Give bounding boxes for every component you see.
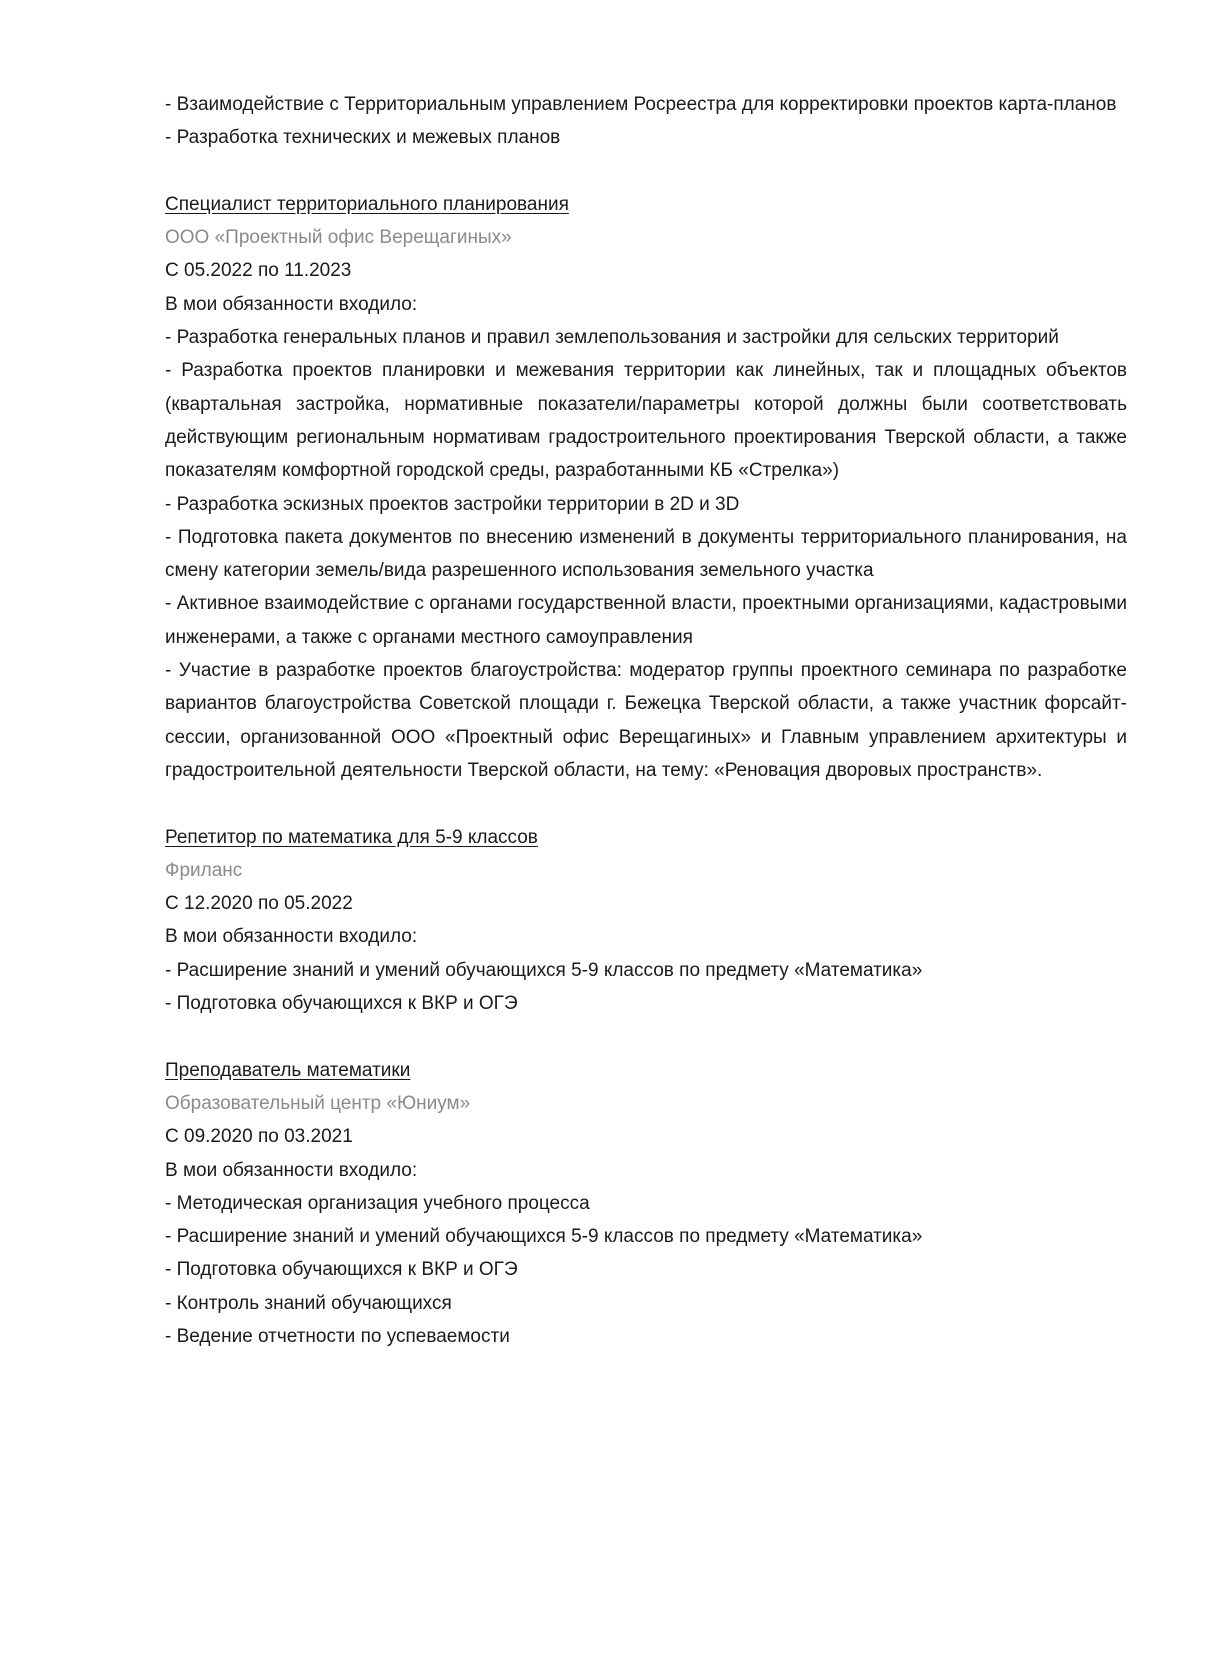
duty-item: - Ведение отчетности по успеваемости xyxy=(165,1325,510,1347)
spacer xyxy=(165,787,1127,820)
job-title: Преподаватель математики xyxy=(165,1059,411,1081)
duty-item: - Подготовка обучающихся к ВКР и ОГЭ xyxy=(165,1259,518,1281)
job-period: С 05.2022 по 11.2023 xyxy=(165,260,352,282)
duty-item: - Подготовка пакета документов по внесению изменений в документы территориального планирования, на смену категории земель/вида разрешенного использования земельного участка xyxy=(165,526,1127,582)
spacer xyxy=(165,1020,1127,1053)
job-section-1 xyxy=(165,188,1127,787)
job-section-3 xyxy=(165,1054,1127,1354)
duty-item: - Разработка генеральных планов и правил землепользования и застройки для сельских территорий xyxy=(165,327,1059,349)
duties-label: В мои обязанности входило: xyxy=(165,293,418,315)
duty-item: - Расширение знаний и умений обучающихся 5-9 классов по предмету «Математика» xyxy=(165,959,923,981)
duty-item: - Расширение знаний и умений обучающихся 5-9 классов по предмету «Математика» xyxy=(165,1226,923,1248)
job-period: С 09.2020 по 03.2021 xyxy=(165,1126,353,1148)
duty-item: - Разработка эскизных проектов застройки территории в 2D и 3D xyxy=(165,493,740,515)
spacer xyxy=(165,155,1127,188)
resume-page xyxy=(165,88,1127,1353)
duty-item: - Методическая организация учебного процесса xyxy=(165,1192,590,1214)
duties-label: В мои обязанности входило: xyxy=(165,1159,418,1181)
job-organization: Фриланс xyxy=(165,859,243,881)
duty-item: - Разработка технических и межевых планов xyxy=(165,127,561,149)
job-period: С 12.2020 по 05.2022 xyxy=(165,893,353,915)
duty-item: - Контроль знаний обучающихся xyxy=(165,1292,452,1314)
job-organization: Образовательный центр «Юниум» xyxy=(165,1092,471,1114)
duty-item: - Подготовка обучающихся к ВКР и ОГЭ xyxy=(165,993,518,1015)
duty-item: - Взаимодействие с Территориальным управлением Росреестра для корректировки проектов карта-планов xyxy=(165,94,1117,115)
job-organization: ООО «Проектный офис Верещагиных» xyxy=(165,227,512,249)
duty-item: - Активное взаимодействие с органами государственной власти, проектными организациями, кадастровыми инженерами, а также с органами местного самоуправления xyxy=(165,593,1127,648)
job-title: Репетитор по математика для 5-9 классов xyxy=(165,826,538,848)
job-section-2 xyxy=(165,821,1127,1021)
intro-duties xyxy=(165,88,1127,155)
duties-label: В мои обязанности входило: xyxy=(165,926,418,948)
job-title: Специалист территориального планирования xyxy=(165,193,569,215)
duty-item: - Разработка проектов планировки и межевания территории как линейных, так и площадных объектов (квартальная застройка, нормативные показатели/параметры которой должны были соответствовать действующим региональным нормативам градостроительного проектирования Тверской области, а также показателям комфортной городской среды, разработанными КБ «Стрелка») xyxy=(165,360,1127,482)
duty-item: - Участие в разработке проектов благоустройства: модератор группы проектного семинара по разработке вариантов благоустройства Советской площади г. Бежецка Тверской области, а также участник форсайт-сессии, организованной ООО «Проектный офис Верещагиных» и Главным управлением архитектуры и градостроительной деятельности Тверской области, на тему: «Реновация дворовых пространств». xyxy=(165,660,1127,781)
